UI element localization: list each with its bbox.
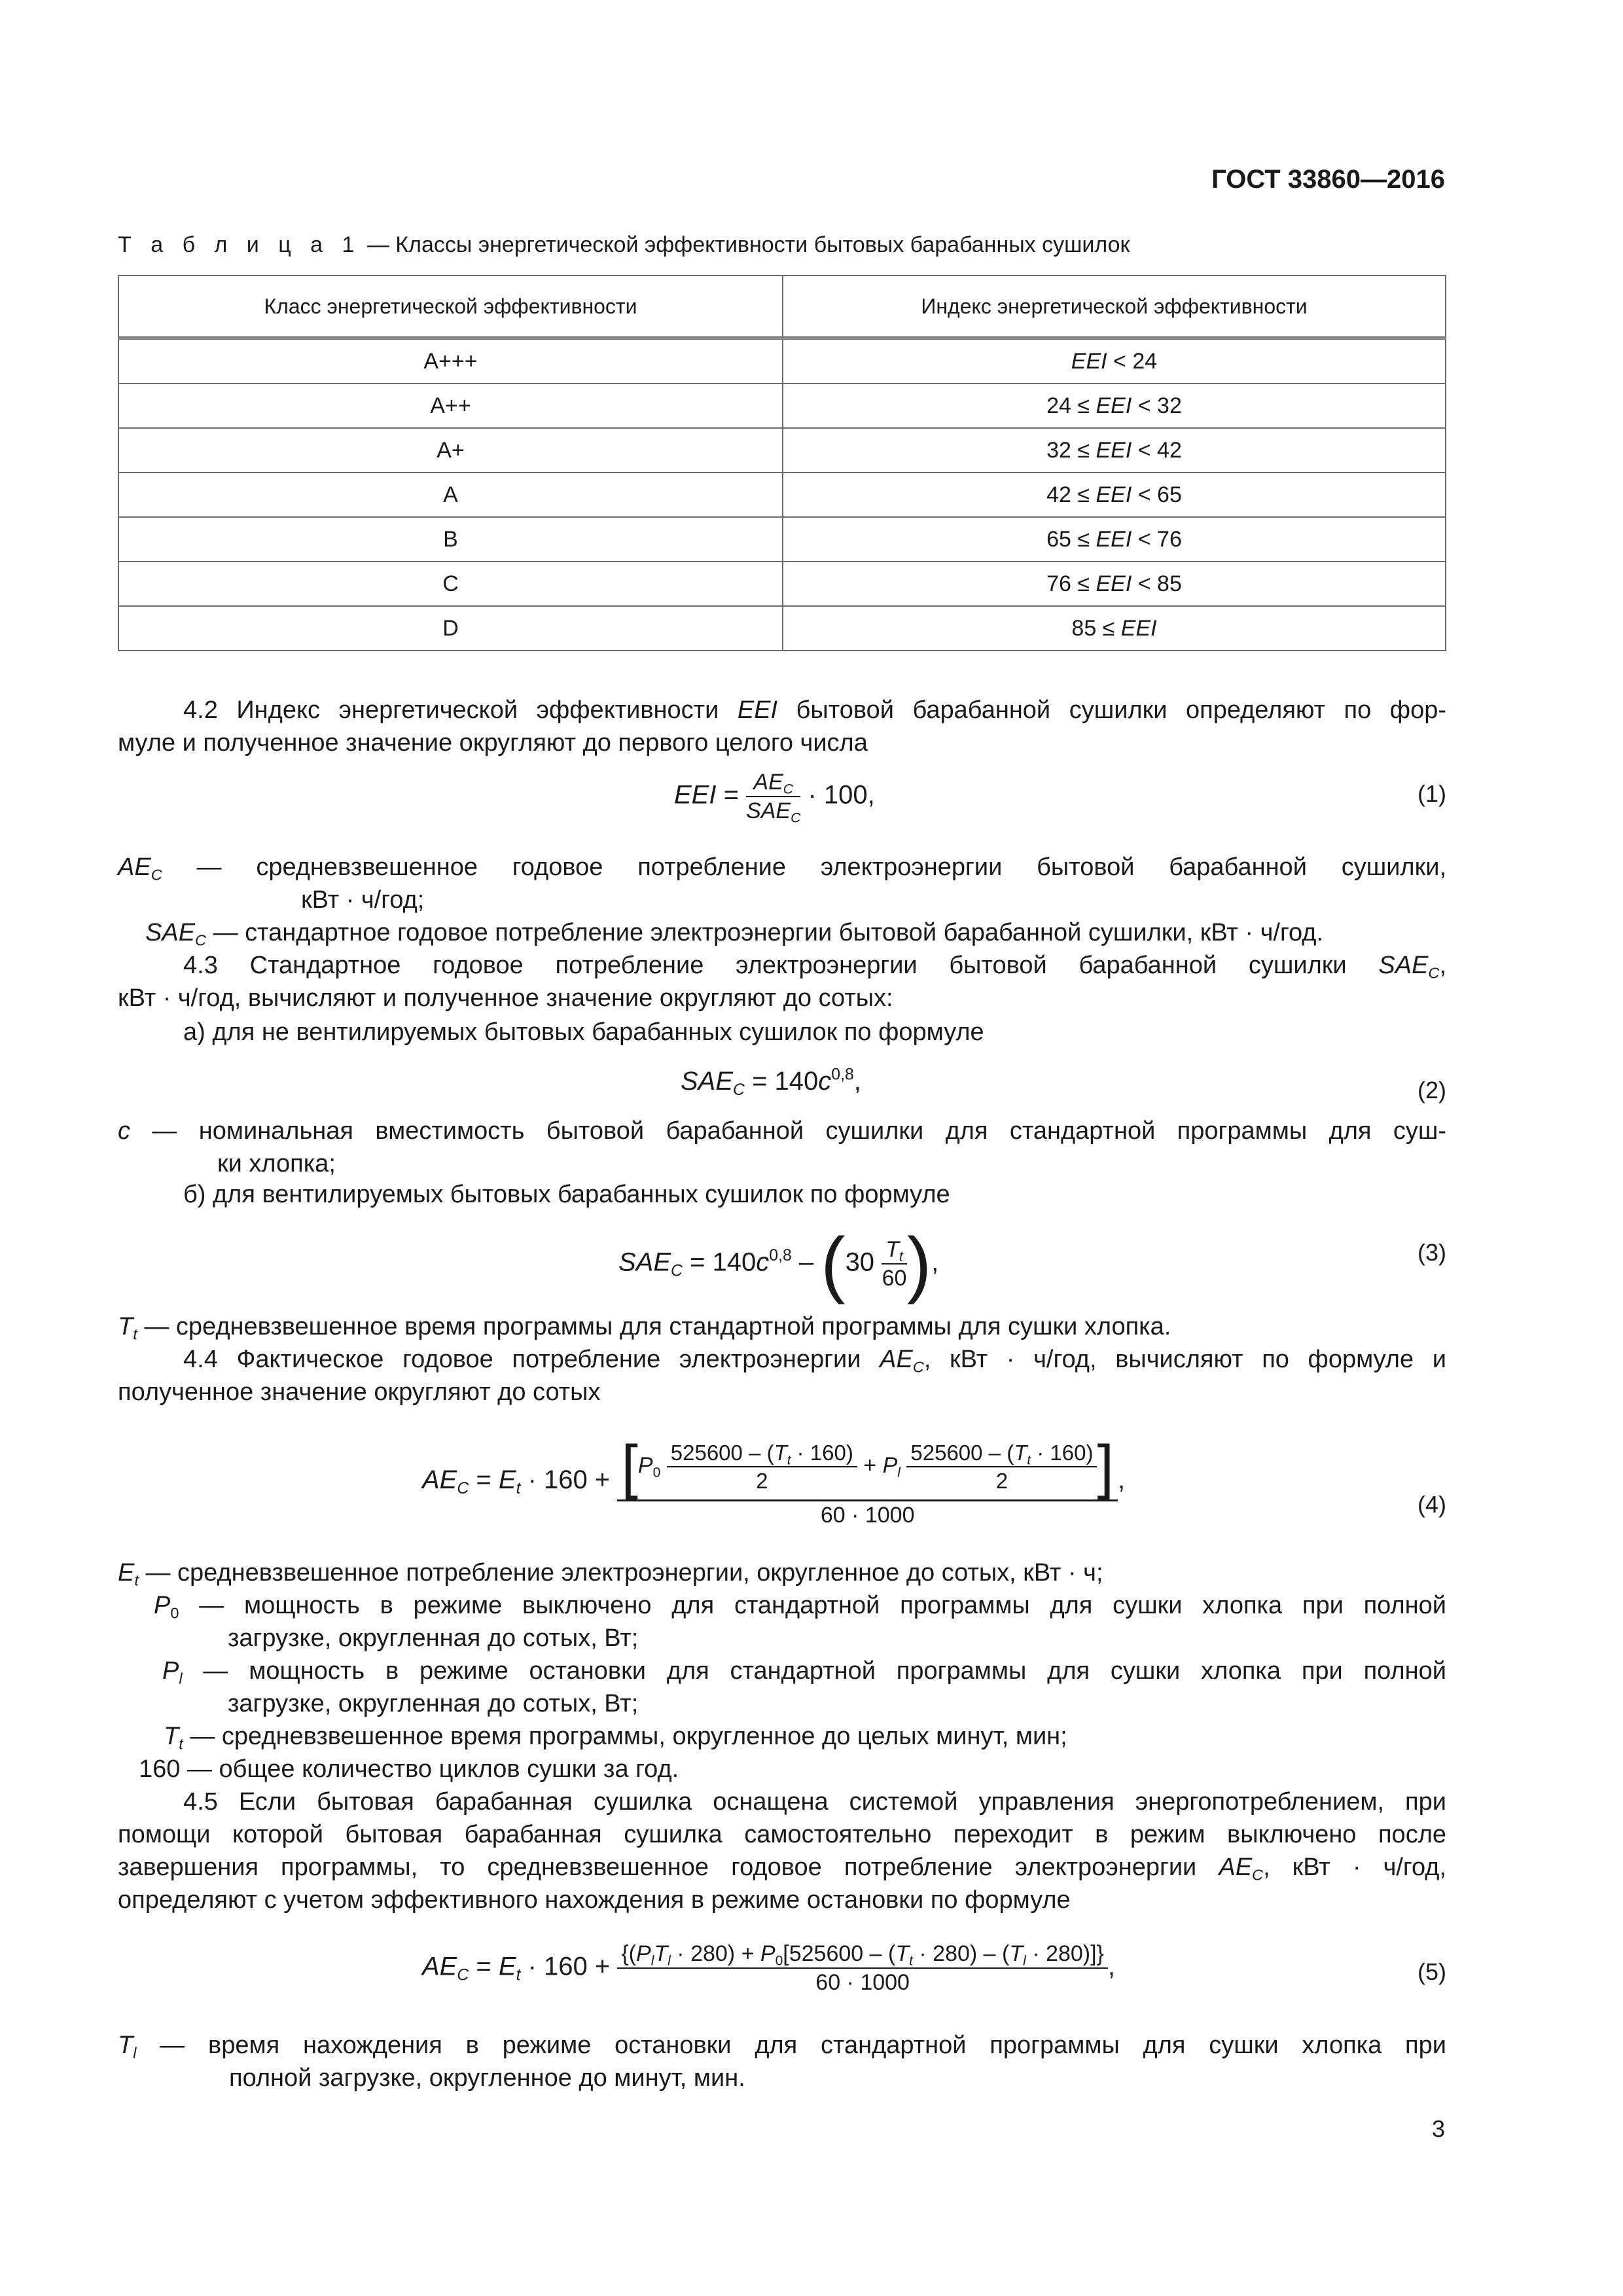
table-row	[118, 562, 1446, 606]
class-cell: A+++	[118, 338, 783, 384]
definition-c	[118, 1115, 1446, 1180]
list-item-a: а) для не вентилируемых бытовых барабанных сушилок по формуле	[183, 1018, 984, 1046]
paragraph-4-4-line-2: полученное значение округляют до сотых	[118, 1378, 601, 1407]
definition-p0-line-1: $P_0$ — мощность в режиме выключено для стандартной программы для сушки хлопка при полной	[154, 1592, 1446, 1622]
definition-tl	[118, 2029, 1446, 2094]
definition-tt: $T_t$ — средневзвешенное время программы для стандартной программы для сушки хлопка.	[118, 1313, 1171, 1343]
paragraph-4-5-line-4: определяют с учетом эффективного нахождения в режиме остановки по формуле	[118, 1886, 1071, 1914]
equation-5: $AE_C = E_t \cdot 160$ + $\frac{\{(P_lT_l \cdot 280) + P_0[525600 - (T_t \cdot 280) - (T_l \cdot 280)]\}}{60 \cdot 1000}$ ,	[422, 1941, 1116, 1995]
class-cell: B	[118, 517, 783, 562]
table-row	[118, 606, 1446, 651]
equation-3: $SAE_C = 140c^{0,8} - (30$ $\frac{T_t}{60}$ ),	[618, 1223, 939, 1304]
class-cell: A+	[118, 428, 783, 473]
definition-c-line-2: ки хлопка;	[217, 1150, 336, 1178]
table-row	[118, 517, 1446, 562]
equation-4-inner-fraction-2: $\frac{525600 - (T_t \cdot 160)}{2}$	[906, 1442, 1097, 1492]
index-cell: 76 ≤ EEI < 85	[783, 562, 1446, 606]
equation-1-number: (1)	[1418, 780, 1446, 807]
definition-160: 160 — общее количество циклов сушки за год.	[139, 1755, 679, 1783]
table-caption-label: Т а б л и ц а 1	[118, 232, 361, 257]
definition-aec-line-2: кВт · ч/год;	[301, 886, 425, 914]
index-cell: EEI < 24	[783, 338, 1446, 384]
definition-c-line-1: c — номинальная вместимость бытовой барабанной сушилки для стандартной программы для суш-	[118, 1117, 1446, 1145]
equation-4: $AE_C = E_t \cdot 160$ + [$P_0$ $\frac{525600 - (T_t \cdot 160)}{2}$ + $P_l$ $\frac{525600 - (T_t \cdot 160)}{2}$ ] 60 · 1000 ,	[422, 1433, 1126, 1528]
definition-pl-line-2: загрузке, округленная до сотых, Вт;	[228, 1690, 639, 1718]
table-row	[118, 338, 1446, 384]
table-header-row	[118, 276, 1446, 338]
index-cell: 32 ≤ EEI < 42	[783, 428, 1446, 473]
definition-aec-line-1: $AE_C$ — средневзвешенное годовое потребление электроэнергии бытовой барабанной сушилки,	[118, 853, 1446, 884]
paragraph-4-4-line-1: 4.4 Фактическое годовое потребление электроэнергии $AE_C$, кВт · ч/год, вычисляют по формуле и	[183, 1346, 1446, 1376]
paragraph-4-2-line-1: 4.2 Индекс энергетической эффективности EEI бытовой барабанной сушилки определяют по фор-	[183, 696, 1446, 724]
paragraph-4-2	[118, 694, 1446, 759]
equation-4-number: (4)	[1418, 1491, 1446, 1518]
definition-saec: $SAE_C$ — стандартное годовое потребление электроэнергии бытовой барабанной сушилки, кВт · ч/год.	[145, 919, 1324, 949]
class-cell: D	[118, 606, 783, 651]
document-header: ГОСТ 33860—2016	[1211, 165, 1445, 194]
left-bracket: [	[621, 1433, 638, 1500]
paragraph-4-5-line-3: завершения программы, то средневзвешенное годовое потребление электроэнергии $AE_C$, кВт · ч/год,	[118, 1854, 1446, 1884]
equation-2: $SAE_C = 140c^{0,8}$,	[681, 1066, 861, 1099]
equation-4-big-fraction: [$P_0$ $\frac{525600 - (T_t \cdot 160)}{2}$ + $P_l$ $\frac{525600 - (T_t \cdot 160)}{2}$ ] 60 · 1000	[617, 1437, 1118, 1526]
definition-tt-minutes: $T_t$ — средневзвешенное время программы, округленное до целых минут, мин;	[164, 1723, 1067, 1753]
class-cell: A++	[118, 384, 783, 428]
column-header-class: Класс энергетической эффективности	[118, 276, 783, 338]
equation-1: EEI = $\frac{AE_C}{SAE_C}$ · 100,	[674, 770, 875, 826]
paragraph-4-5-line-1: 4.5 Если бытовая барабанная сушилка оснащена системой управления энергопотреблением, при	[183, 1788, 1446, 1816]
definition-p0-line-2: загрузке, округленная до сотых, Вт;	[228, 1624, 639, 1653]
equation-4-inner-fraction-1: $\frac{525600 - (T_t \cdot 160)}{2}$	[667, 1442, 857, 1492]
index-cell: 24 ≤ EEI < 32	[783, 384, 1446, 428]
definition-et: $E_t$ — средневзвешенное потребление электроэнергии, округленное до сотых, кВт · ч;	[118, 1559, 1103, 1589]
table-row	[118, 473, 1446, 517]
table-row	[118, 428, 1446, 473]
definition-tl-line-2: полной загрузке, округленное до минут, мин.	[229, 2064, 745, 2092]
paragraph-4-3-line-2: кВт · ч/год, вычисляют и полученное значение округляют до сотых:	[118, 984, 893, 1013]
class-cell: A	[118, 473, 783, 517]
table-row	[118, 384, 1446, 428]
list-item-b: б) для вентилируемых бытовых барабанных сушилок по формуле	[183, 1181, 950, 1208]
right-paren: )	[906, 1223, 932, 1304]
efficiency-classes-table	[118, 275, 1446, 651]
definition-aec	[118, 851, 1446, 916]
definition-tl-line-1: $T_l$ — время нахождения в режиме остановки для стандартной программы для сушки хлопка при	[118, 2032, 1446, 2062]
paragraph-4-5	[118, 1785, 1446, 1917]
equation-2-number: (2)	[1418, 1077, 1446, 1103]
paragraph-4-4	[118, 1343, 1446, 1408]
index-cell: 65 ≤ EEI < 76	[783, 517, 1446, 562]
definition-pl	[162, 1655, 1446, 1720]
equation-5-number: (5)	[1418, 1958, 1446, 1985]
paragraph-4-3	[118, 949, 1446, 1014]
left-paren: (	[821, 1223, 846, 1304]
paragraph-4-5-line-2: помощи которой бытовая барабанная сушилка самостоятельно переходит в режим выключено после	[118, 1821, 1446, 1849]
equation-3-fraction: $\frac{T_t}{60}$	[882, 1237, 907, 1291]
right-bracket: ]	[1097, 1433, 1114, 1500]
equation-1-fraction: $\frac{AE_C}{SAE_C}$	[746, 770, 801, 826]
column-header-index: Индекс энергетической эффективности	[783, 276, 1446, 338]
equation-5-fraction: $\frac{\{(P_lT_l \cdot 280) + P_0[525600 - (T_t \cdot 280) - (T_l \cdot 280)]\}}{60 \cdot 1000}$	[617, 1943, 1108, 1994]
definition-pl-line-1: $P_l$ — мощность в режиме остановки для стандартной программы для сушки хлопка при полной	[162, 1657, 1446, 1687]
page-number: 3	[1431, 2115, 1445, 2142]
paragraph-4-2-line-2: муле и полученное значение округляют до первого целого числа	[118, 729, 868, 757]
paragraph-4-3-line-1: 4.3 Стандартное годовое потребление электроэнергии бытовой барабанной сушилки $SAE_C$,	[183, 952, 1446, 982]
definition-aec-term: $AE_C$	[118, 853, 162, 884]
class-cell: C	[118, 562, 783, 606]
table-caption	[118, 232, 1130, 258]
index-cell: 85 ≤ EEI	[783, 606, 1446, 651]
index-cell: 42 ≤ EEI < 65	[783, 473, 1446, 517]
definition-p0	[154, 1589, 1446, 1655]
equation-3-number: (3)	[1418, 1239, 1446, 1266]
table-caption-text: — Классы энергетической эффективности бытовых барабанных сушилок	[361, 232, 1130, 257]
